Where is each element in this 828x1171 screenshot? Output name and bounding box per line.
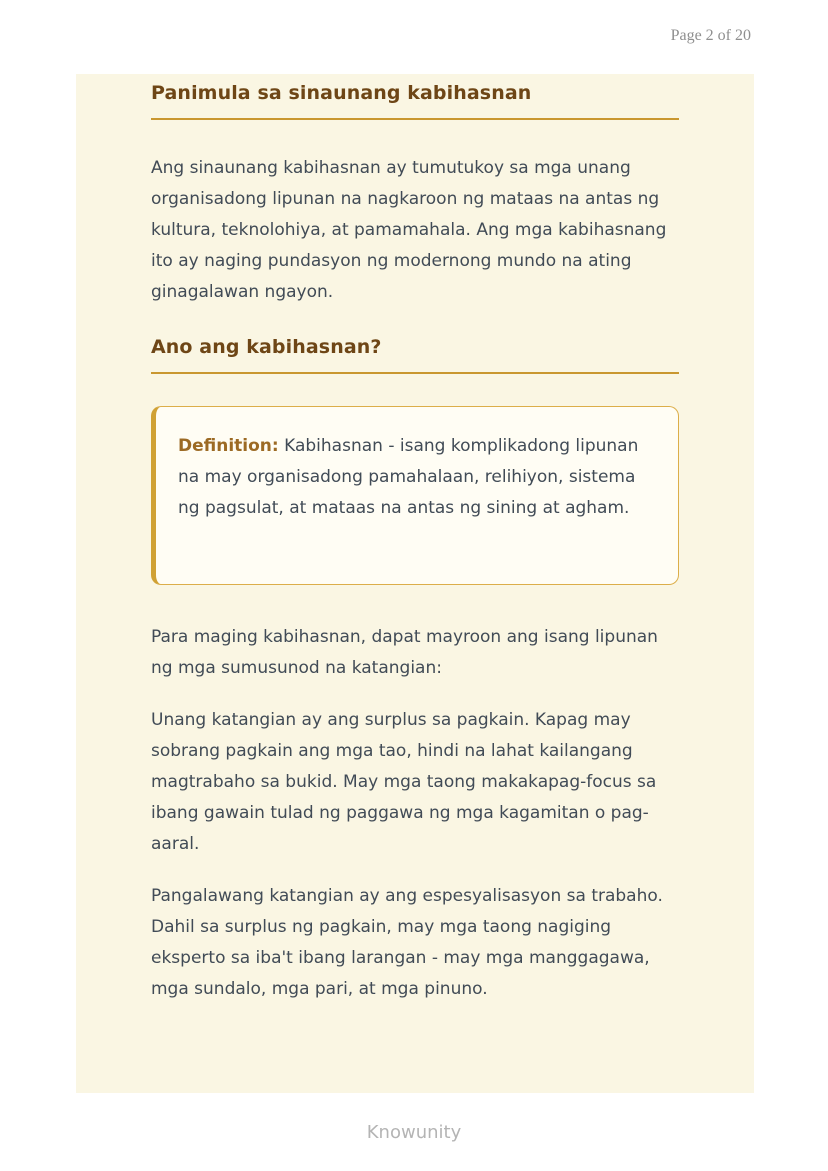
page-footer	[0, 1122, 828, 1143]
definition-text	[178, 431, 652, 524]
page-indicator: Page 2 of 20	[670, 27, 751, 44]
definition-label: Definition:	[178, 436, 279, 456]
definition-callout-box	[151, 406, 679, 585]
heading-rule	[151, 372, 679, 374]
section-heading-ano-ang-kabihasnan: Ano ang kabihasnan?	[151, 336, 382, 358]
brand-label: Knowunity	[366, 1122, 462, 1143]
definition-body: Kabihasnan - isang komplikadong lipunan na may organisadong pamahalaan, relihiyon, sistema ng pagsulat, at mataas na antas ng sining at agham.	[178, 436, 639, 518]
document-card	[76, 74, 754, 1093]
heading-rule	[151, 118, 679, 120]
intro-paragraph: Ang sinaunang kabihasnan ay tumutukoy sa mga unang organisadong lipunan na nagkaroon ng mataas na antas ng kultura, teknolohiya, at pamamahala. Ang mga kabihasnang ito ay naging pundasyon ng modernong mundo na ating ginagalawan ngayon.	[151, 158, 667, 302]
page-header	[671, 27, 751, 45]
section-heading-panimula: Panimula sa sinaunang kabihasnan	[151, 82, 532, 104]
body-paragraph: Para maging kabihasnan, dapat mayroon ang isang lipunan ng mga sumusunod na katangian:	[151, 627, 658, 678]
body-paragraph: Pangalawang katangian ay ang espesyalisasyon sa trabaho. Dahil sa surplus ng pagkain, may mga taong nagiging eksperto sa iba't ibang larangan - may mga manggagawa, mga sundalo, mga pari, at mga pinuno.	[151, 886, 663, 999]
body-paragraph: Unang katangian ay ang surplus sa pagkain. Kapag may sobrang pagkain ang mga tao, hindi na lahat kailangang magtrabaho sa bukid. May mga taong makakapag-focus sa ibang gawain tulad ng paggawa ng mga kagamitan o pag-aaral.	[151, 710, 657, 854]
